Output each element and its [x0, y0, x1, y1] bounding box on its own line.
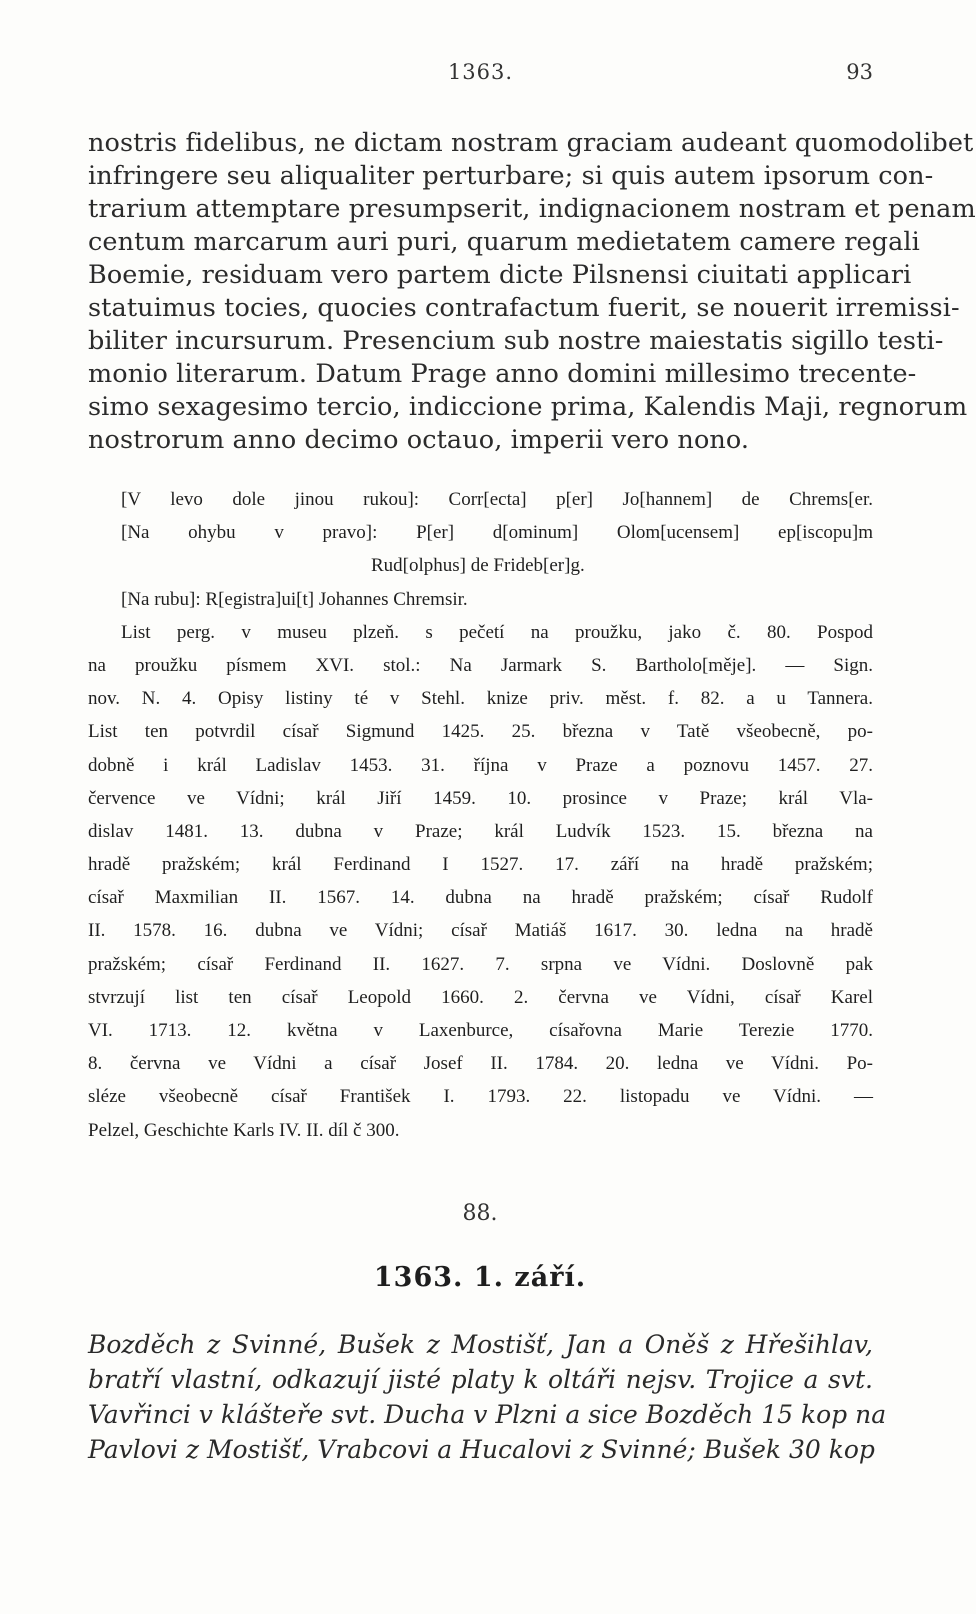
page-header	[88, 60, 873, 100]
document-date-heading: 1363. 1. září.	[373, 1262, 587, 1293]
text-line: centum marcarum auri puri, quarum medietatem camere regali	[88, 227, 920, 257]
regest-summary	[88, 1327, 887, 1467]
note-line: 8. června ve Vídni a císař Josef II. 1784. 20. ledna ve Vídni. Po-	[88, 1053, 873, 1075]
text-line: nostris fidelibus, ne dictam nostram graciam audeant quomodolibet	[88, 128, 974, 158]
text-line: infringere seu aliqualiter perturbare; si quis autem ipsorum con-	[88, 161, 934, 191]
note-line: [Na rubu]: R[egistra]ui[t] Johannes Chremsir.	[121, 588, 468, 610]
text-line: Boemie, residuam vero partem dicte Pilsnensi ciuitati applicari	[88, 260, 912, 290]
summary-line: bratří vlastní, odkazují jisté platy k oltáři nejsv. Trojice a svt.	[88, 1365, 873, 1394]
editorial-notes	[88, 483, 873, 1147]
note-line: II. 1578. 16. dubna ve Vídni; císař Matiáš 1617. 30. ledna na hradě	[88, 920, 873, 942]
note-line: stvrzují list ten císař Leopold 1660. 2. června ve Vídni, císař Karel	[88, 986, 873, 1008]
text-line: trarium attemptare presumpserit, indignacionem nostram et penam	[88, 194, 976, 224]
latin-charter-text	[88, 127, 976, 457]
running-year: 1363.	[447, 60, 514, 84]
note-line: nov. N. 4. Opisy listiny té v Stehl. knize priv. měst. f. 82. a u Tannera.	[88, 688, 873, 710]
text-line: simo sexagesimo tercio, indiccione prima, Kalendis Maji, regnorum	[88, 392, 968, 422]
note-line: VI. 1713. 12. května v Laxenburce, císařovna Marie Terezie 1770.	[88, 1020, 873, 1041]
note-line: Rud[olphus] de Frideb[er]g.	[371, 555, 585, 577]
text-line: nostrorum anno decimo octauo, imperii vero nono.	[88, 425, 750, 455]
summary-line: Pavlovi z Mostišť, Vrabcovi a Hucalovi z Svinné; Bušek 30 kop	[88, 1435, 875, 1464]
note-line: [Na ohybu v pravo]: P[er] d[ominum] Olom[ucensem] ep[iscopu]m	[121, 522, 873, 544]
note-line: List perg. v museu plzeň. s pečetí na proužku, jako č. 80. Pospod	[121, 621, 873, 643]
text-line: biliter incursurum. Presencium sub nostre maiestatis sigillo testi-	[88, 326, 944, 356]
summary-line: Vavřinci v klášteře svt. Ducha v Plzni a sice Bozděch 15 kop na	[88, 1400, 887, 1429]
text-line: monio literarum. Datum Prage anno domini millesimo trecente-	[88, 359, 917, 389]
document-number: 88.	[462, 1201, 498, 1226]
note-line: pražském; císař Ferdinand II. 1627. 7. srpna ve Vídni. Doslovně pak	[88, 953, 873, 975]
text-line: statuimus tocies, quocies contrafactum fuerit, se nouerit irremissi-	[88, 293, 960, 323]
page-number: 93	[846, 60, 873, 84]
note-line: sléze všeobecně císař František I. 1793. 22. listopadu ve Vídni. —	[88, 1086, 873, 1108]
note-line: na proužku písmem XVI. stol.: Na Jarmark S. Bartholo[měje]. — Sign.	[88, 654, 873, 676]
note-line: Pelzel, Geschichte Karls IV. II. díl č 300.	[88, 1119, 400, 1141]
note-line: List ten potvrdil císař Sigmund 1425. 25. března v Tatě všeobecně, po-	[88, 721, 873, 743]
note-line: [V levo dole jinou rukou]: Corr[ecta] p[er] Jo[hannem] de Chrems[er.	[121, 489, 873, 510]
summary-line: Bozděch z Svinné, Bušek z Mostišť, Jan a Oněš z Hřešihlav,	[88, 1330, 873, 1359]
note-line: císař Maxmilian II. 1567. 14. dubna na hradě pražském; císař Rudolf	[88, 887, 873, 909]
note-line: hradě pražském; král Ferdinand I 1527. 17. září na hradě pražském;	[88, 854, 873, 876]
note-line: dislav 1481. 13. dubna v Praze; král Ludvík 1523. 15. března na	[88, 820, 873, 842]
note-line: dobně i král Ladislav 1453. 31. října v Praze a poznovu 1457. 27.	[88, 754, 873, 776]
note-line: července ve Vídni; král Jiří 1459. 10. prosince v Praze; král Vla-	[88, 787, 873, 809]
